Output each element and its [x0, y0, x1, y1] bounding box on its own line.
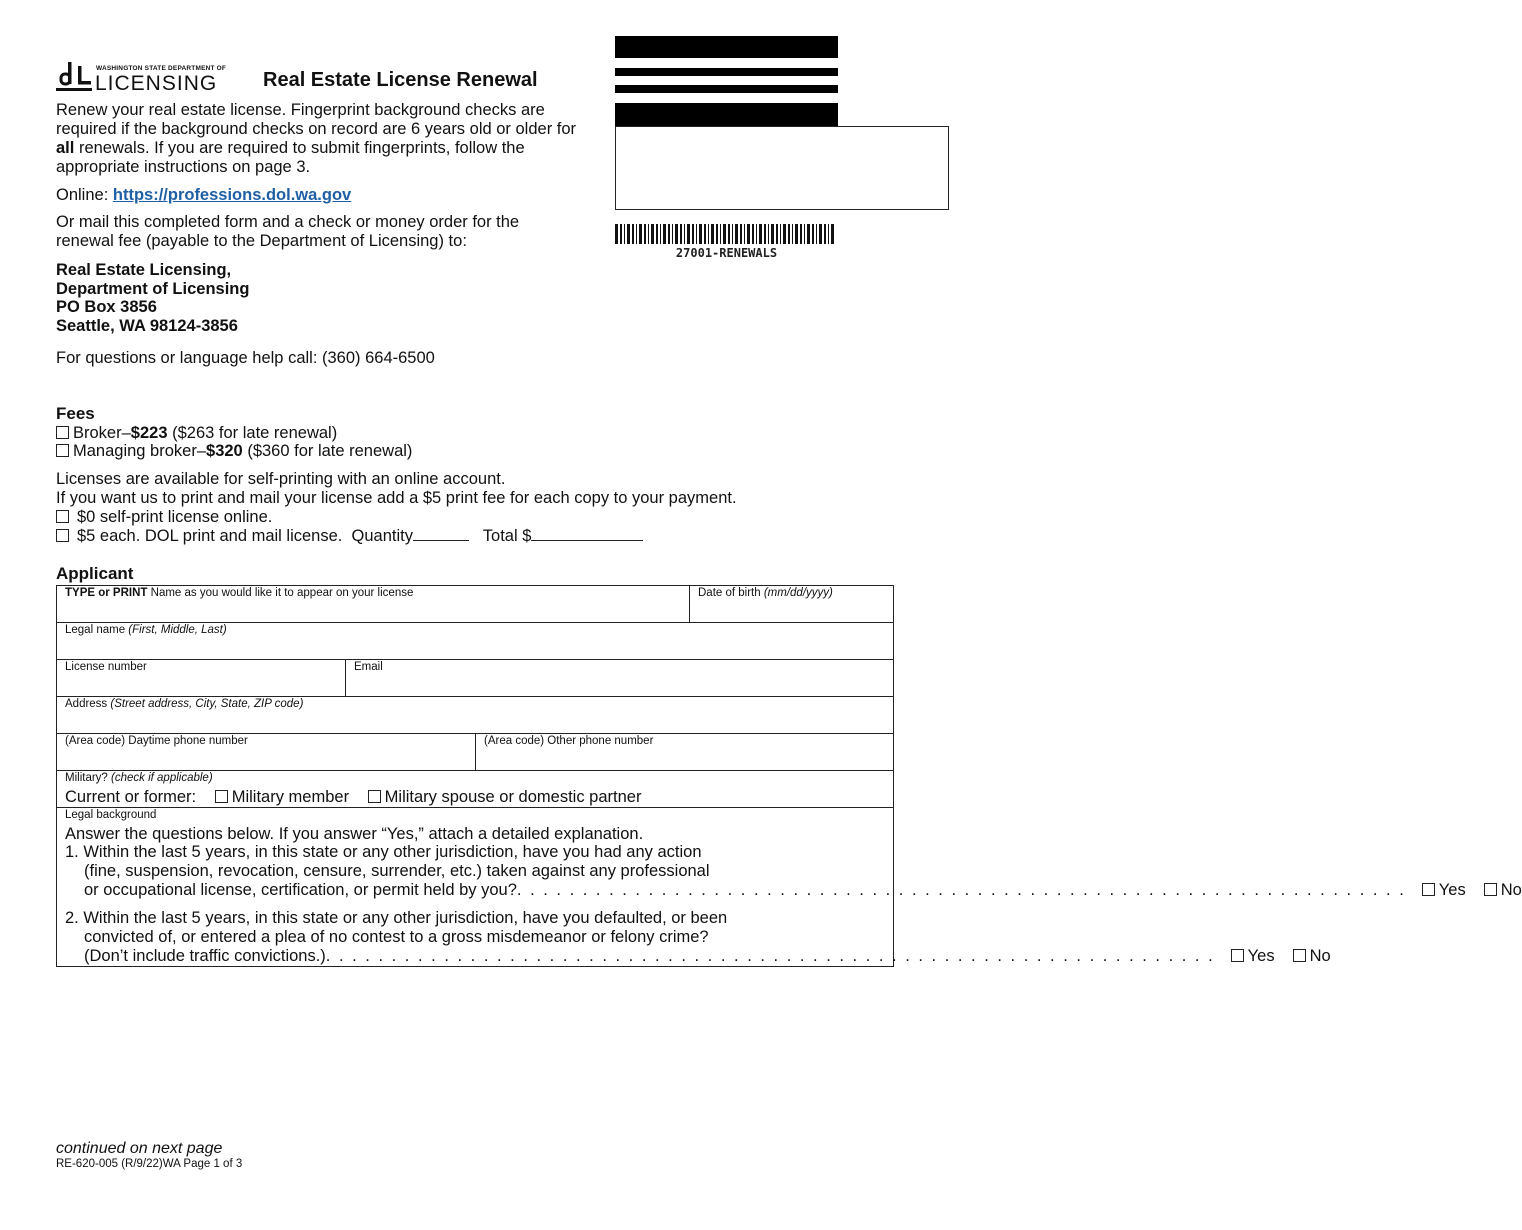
barcode-stripe — [740, 224, 742, 244]
barcode-stripe — [788, 224, 790, 244]
intro-text-b: renewals. If you are required to submit fingerprints, follow the appropriate instructions on page 3. — [56, 139, 525, 176]
q2-yes-checkbox[interactable] — [1231, 949, 1244, 962]
barcode-stripe — [807, 224, 810, 244]
q1-line-2: (fine, suspension, revocation, censure, surrender, etc.) taken against any professional — [84, 862, 710, 880]
q1-yes-no — [1410, 881, 1522, 900]
barcode-stripe — [615, 224, 618, 244]
address-field[interactable] — [56, 696, 894, 734]
leader-dots: . . . . . . . . . . . . . . . . . . . . . . . . . . . . . . . . . . . . . . . . . . . . . . . . . . . . . . . . . . . . . . . . . . . . — [516, 881, 1406, 899]
q2-line-1: 2. Within the last 5 years, in this state or any other jurisdiction, have you defaulted, or been — [65, 909, 728, 927]
q1-yes-checkbox[interactable] — [1422, 883, 1435, 896]
fees-heading: Fees — [56, 404, 95, 423]
email-field[interactable] — [345, 659, 894, 697]
mail-print-checkbox[interactable] — [56, 529, 69, 542]
name-label-rest: Name as you would like it to appear on your license — [147, 587, 414, 599]
q1-no-label: No — [1500, 881, 1522, 899]
intro-text-bold: all — [56, 139, 75, 157]
military-spouse-checkbox[interactable] — [368, 790, 381, 803]
print-line-1: Licenses are available for self-printing with an online account. — [56, 470, 506, 488]
barcode-stripe — [783, 224, 786, 244]
barcode-stripe — [660, 224, 661, 244]
barcode-stripe — [620, 224, 622, 244]
barcode-stripe — [680, 224, 682, 244]
barcode-stripe — [684, 224, 685, 244]
barcode-stripe — [672, 224, 673, 244]
barcode-stripe — [687, 224, 690, 244]
online-line — [56, 186, 351, 205]
barcode-stripe — [668, 224, 670, 244]
total-input[interactable] — [531, 526, 643, 541]
address-line: Seattle, WA 98124-3856 — [56, 316, 238, 335]
dob-field[interactable] — [689, 585, 894, 623]
managing-broker-checkbox[interactable] — [56, 444, 69, 457]
address-label-text: Address — [65, 698, 111, 710]
q1-answer-row — [65, 881, 1522, 900]
barcode-stripe — [804, 224, 805, 244]
barcode-stripe — [759, 224, 762, 244]
managing-fee: $320 — [206, 442, 243, 460]
quantity-label: Quantity — [351, 527, 413, 545]
barcode-stripe — [639, 224, 642, 244]
q2-line-3: (Don’t include traffic convictions.) — [84, 947, 326, 965]
military-label-text: Military? — [65, 772, 112, 784]
dob-hint: (mm/dd/yyyy) — [763, 587, 833, 599]
broker-late-fee: ($263 for late renewal) — [172, 424, 338, 442]
barcode-stripe — [624, 224, 625, 244]
license-number-label: License number — [65, 661, 147, 673]
legal-name-hint: (First, Middle, Last) — [128, 624, 227, 636]
address-line: Department of Licensing — [56, 279, 250, 298]
barcode-stripe — [728, 224, 730, 244]
total-label: Total $ — [482, 527, 532, 545]
military-spouse-label: Military spouse or domestic partner — [384, 788, 642, 806]
barcode-stripe — [651, 224, 654, 244]
dol-logo-mark — [56, 60, 92, 92]
barcode-stripe — [696, 224, 697, 244]
barcode-stripe — [800, 224, 802, 244]
applicant-table — [56, 585, 1522, 967]
military-row — [56, 770, 894, 808]
mail-paragraph: Or mail this completed form and a check or money order for the renewal fee (payable to the Department of Licensing) to: — [56, 213, 520, 250]
self-print-row — [56, 508, 272, 527]
barcode-stripe — [692, 224, 694, 244]
license-number-field[interactable] — [56, 659, 346, 697]
questions-line: For questions or language help call: (360) 664-6500 — [56, 349, 435, 367]
barcode-stripe — [828, 224, 829, 244]
legal-background-section — [56, 807, 1522, 967]
military-member-label: Military member — [231, 788, 350, 806]
barcode-stripe — [711, 224, 714, 244]
dob-label-text: Date of birth — [698, 587, 764, 599]
legal-question-1 — [65, 843, 1522, 900]
email-label: Email — [354, 661, 383, 673]
legal-name-label-text: Legal name — [65, 624, 129, 636]
daytime-phone-field[interactable] — [56, 733, 476, 771]
q2-no-label: No — [1309, 947, 1331, 965]
legal-name-label — [65, 624, 227, 636]
bar-4 — [615, 103, 838, 126]
barcode-stripe — [656, 224, 658, 244]
print-line-2: If you want us to print and mail your license add a $5 print fee for each copy to your payment. — [56, 489, 737, 507]
barcode-stripe — [699, 224, 702, 244]
legal-instruction: Answer the questions below. If you answer “Yes,” attach a detailed explanation. — [65, 825, 644, 843]
legal-question-2 — [65, 909, 1331, 966]
barcode-stripe — [632, 224, 634, 244]
broker-checkbox[interactable] — [56, 426, 69, 439]
broker-fee: $223 — [130, 424, 168, 442]
barcode-stripe — [792, 224, 793, 244]
managing-late-fee: ($360 for late renewal) — [247, 442, 413, 460]
barcode-stripe — [747, 224, 750, 244]
barcode-stripe — [819, 224, 822, 244]
barcode-stripe — [716, 224, 718, 244]
quantity-input[interactable] — [413, 526, 469, 541]
name-field[interactable] — [56, 585, 690, 623]
mail-address — [56, 261, 249, 335]
barcode-stripe — [776, 224, 778, 244]
barcode-stripe — [812, 224, 814, 244]
address-label — [65, 698, 303, 710]
address-hint: (Street address, City, State, ZIP code) — [110, 698, 304, 710]
barcode-stripe — [744, 224, 745, 244]
self-print-label: $0 self-print license online. — [77, 508, 273, 526]
barcode-stripe — [831, 224, 834, 244]
barcode-stripe — [816, 224, 817, 244]
name-label-bold: TYPE or PRINT — [65, 587, 148, 599]
barcode-stripe — [780, 224, 781, 244]
bar-1 — [615, 36, 838, 58]
barcode-stripe — [795, 224, 798, 244]
barcode-stripe — [720, 224, 721, 244]
military-member-checkbox[interactable] — [215, 790, 228, 803]
barcode-stripe — [752, 224, 754, 244]
q2-answer-row — [65, 947, 1331, 966]
barcode-stripe — [636, 224, 637, 244]
current-former-label: Current or former: — [65, 788, 197, 806]
other-phone-label: (Area code) Other phone number — [484, 735, 654, 747]
barcode-stripe — [768, 224, 769, 244]
dol-logo — [56, 60, 231, 94]
legal-name-field[interactable] — [56, 622, 894, 660]
barcode-stripe — [723, 224, 726, 244]
continued-note: continued on next page — [56, 1140, 223, 1157]
barcode-stripe — [627, 224, 630, 244]
barcode-stripe — [644, 224, 646, 244]
barcode-stripe — [732, 224, 733, 244]
form-id: RE-620-005 (R/9/22)WA Page 1 of 3 — [56, 1158, 243, 1170]
barcode — [615, 224, 838, 244]
military-hint: (check if applicable) — [111, 772, 213, 784]
barcode-image — [615, 224, 838, 244]
online-link[interactable]: https://professions.dol.wa.gov — [112, 186, 352, 204]
military-label — [65, 772, 213, 784]
barcode-stripe — [648, 224, 649, 244]
leader-dots: . . . . . . . . . . . . . . . . . . . . . . . . . . . . . . . . . . . . . . . . . . . . . . . . . . . . . . . . . . . . . . . . . . . . — [325, 947, 1215, 965]
barcode-stripe — [771, 224, 774, 244]
name-field-label — [65, 587, 413, 599]
fee-managing-row: Managing broker–$320 ($360 for late renewal) — [56, 442, 412, 461]
legal-background-label: Legal background — [65, 809, 157, 821]
mail-print-row — [56, 526, 643, 546]
self-print-checkbox[interactable] — [56, 510, 69, 523]
barcode-stripe — [704, 224, 706, 244]
q2-line-2: convicted of, or entered a plea of no contest to a gross misdemeanor or felony crime? — [84, 928, 709, 946]
online-label: Online: — [56, 186, 113, 204]
daytime-phone-label: (Area code) Daytime phone number — [65, 735, 248, 747]
military-options — [65, 788, 641, 807]
barcode-stripe — [756, 224, 757, 244]
q1-line-3: or occupational license, certification, or permit held by you? — [84, 881, 517, 899]
barcode-stripe — [675, 224, 678, 244]
office-use-bars — [615, 36, 838, 126]
barcode-stripe — [735, 224, 738, 244]
dob-label — [698, 587, 833, 599]
barcode-stripe — [663, 224, 666, 244]
barcode-stripe — [824, 224, 826, 244]
agency-big: LICENSING — [95, 72, 218, 95]
mail-print-label: $5 each. DOL print and mail license. — [77, 527, 343, 545]
q1-line-1: 1. Within the last 5 years, in this state or any other jurisdiction, have you had any action — [65, 843, 702, 861]
office-use-box — [615, 126, 949, 210]
intro-paragraph — [56, 101, 596, 177]
bar-2 — [615, 68, 838, 76]
q2-no-checkbox[interactable] — [1293, 949, 1306, 962]
q2-yes-label: Yes — [1247, 947, 1275, 965]
intro-text-a: Renew your real estate license. Fingerprint background checks are required if the background checks on record are 6 years old or older for — [56, 101, 577, 138]
page-title: Real Estate License Renewal — [263, 69, 538, 91]
bar-3 — [615, 85, 838, 93]
q1-no-checkbox[interactable] — [1484, 883, 1497, 896]
other-phone-field[interactable] — [475, 733, 894, 771]
q2-yes-no — [1219, 947, 1331, 966]
barcode-stripe — [708, 224, 709, 244]
applicant-heading: Applicant — [56, 564, 134, 583]
fee-broker-row: Broker–$223 ($263 for late renewal) — [56, 424, 337, 443]
barcode-stripe — [764, 224, 766, 244]
agency-small: WASHINGTON STATE DEPARTMENT OF — [96, 65, 227, 72]
address-line: PO Box 3856 — [56, 298, 157, 316]
barcode-text: 27001-RENEWALS — [675, 246, 778, 260]
managing-label: Managing broker — [73, 442, 197, 460]
q1-yes-label: Yes — [1438, 881, 1466, 899]
address-line: Real Estate Licensing, — [56, 261, 232, 279]
broker-label: Broker — [73, 424, 122, 442]
